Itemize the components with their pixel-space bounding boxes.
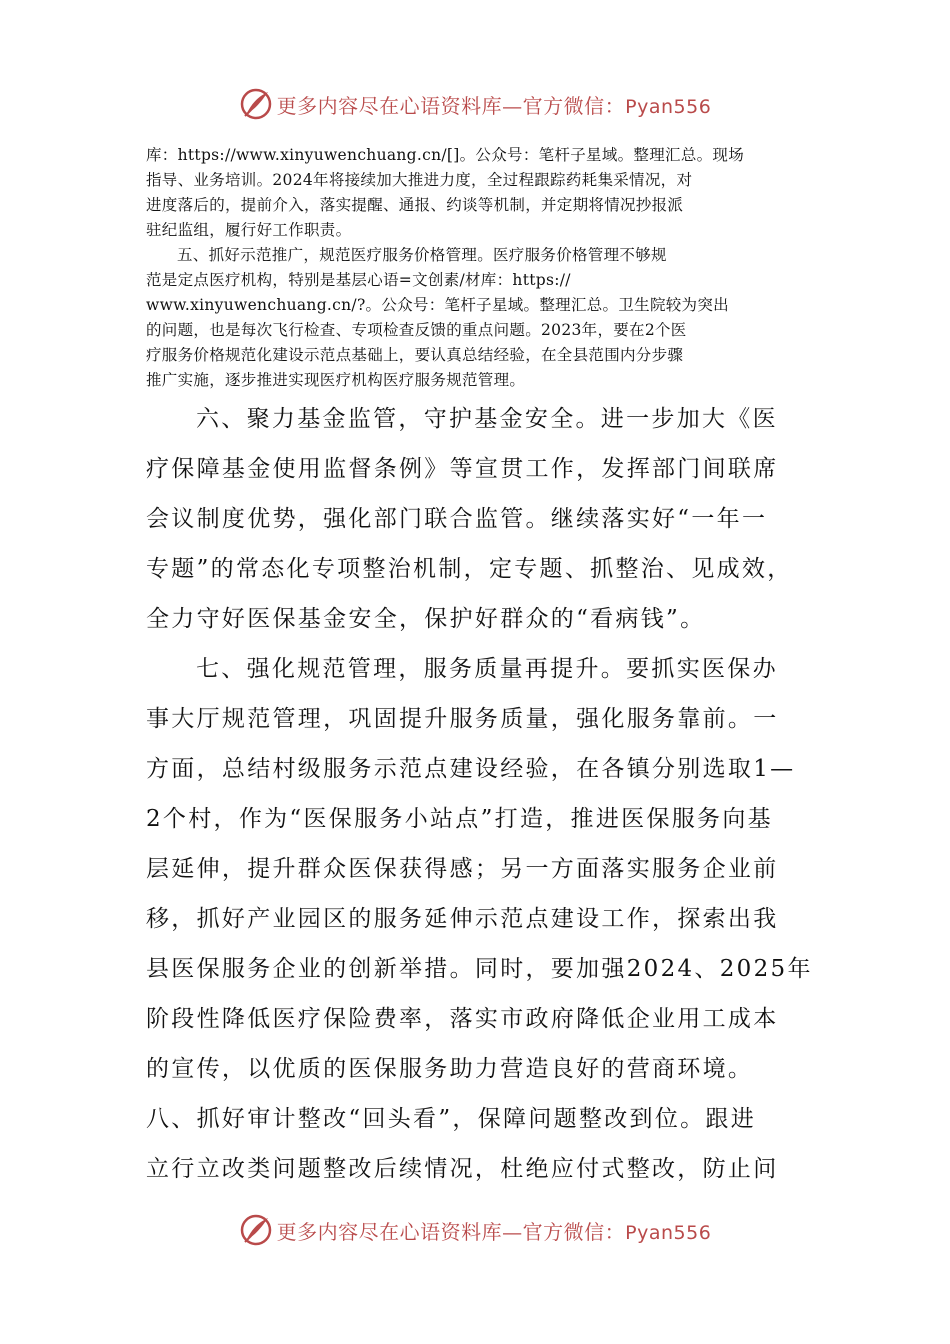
text-line: 库：https://www.xinyuwenchuang.cn/[]。公众号：笔杆子星域。整理汇总。现场: [146, 146, 745, 164]
text-line: 疗服务价格规范化建设示范点基础上，要认真总结经验，在全县范围内分步骤: [146, 346, 684, 364]
footer-banner: [0, 1210, 950, 1250]
paragraph-line: 六、聚力基金监管，守护基金安全。进一步加大《医: [196, 406, 778, 432]
paragraph-line: 层延伸，提升群众医保获得感；另一方面落实服务企业前: [146, 856, 779, 882]
banner-text: 更多内容尽在心语资料库—官方微信：Pyan556: [276, 1219, 712, 1244]
paragraph-line: 方面，总结村级服务示范点建设经验，在各镇分别选取1—: [146, 756, 796, 782]
main-text-block: [146, 394, 816, 1194]
small-text-block: [146, 143, 812, 393]
paragraph-line: 事大厅规范管理，巩固提升服务质量，强化服务靠前。一: [146, 706, 779, 732]
wechat-id: Pyan556: [625, 1221, 712, 1244]
paragraph-line: 全力守好医保基金安全，保护好群众的“看病钱”。: [146, 606, 706, 632]
paragraph-line: 的宣传，以优质的医保服务助力营造良好的营商环境。: [146, 1056, 754, 1082]
paragraph-line: 县医保服务企业的创新举措。同时，要加强2024、2025年: [146, 956, 813, 982]
paragraph-line: 立行立改类问题整改后续情况，杜绝应付式整改，防止问: [146, 1156, 779, 1182]
text-line: 的问题，也是每次飞行检查、专项检查反馈的重点问题。2023年，要在2个医: [146, 321, 687, 339]
text-line: 范是定点医疗机构，特别是基层心语=文创素/材库：https://: [146, 271, 571, 289]
text-line: 进度落后的，提前介入，落实提醒、通报、约谈等机制，并定期将情况抄报派: [146, 196, 684, 214]
paragraph-line: 八、抓好审计整改“回头看”，保障问题整改到位。跟进: [146, 1106, 757, 1132]
paragraph-line: 移，抓好产业园区的服务延伸示范点建设工作，探索出我: [146, 906, 779, 932]
paragraph-line: 会议制度优势，强化部门联合监管。继续落实好“一年一: [146, 506, 768, 532]
text-line: www.xinyuwenchuang.cn/?。公众号：笔杆子星域。整理汇总。卫生院较为突出: [146, 296, 729, 314]
text-line: 推广实施，逐步推进实现医疗机构医疗服务规范管理。: [146, 371, 526, 389]
paragraph-line: 疗保障基金使用监督条例》等宣贯工作，发挥部门间联席: [146, 456, 779, 482]
paragraph-line: 七、强化规范管理，服务质量再提升。要抓实医保办: [196, 656, 778, 682]
feather-pen-logo-icon: [239, 87, 273, 121]
text-line: 五、抓好示范推广，规范医疗服务价格管理。医疗服务价格管理不够规: [177, 246, 667, 264]
feather-pen-logo-icon: [239, 1213, 273, 1247]
text-line: 指导、业务培训。2024年将接续加大推进力度，全过程跟踪药耗集采情况，对: [146, 171, 693, 189]
paragraph-line: 2个村，作为“医保服务小站点”打造，推进医保服务向基: [146, 806, 773, 832]
banner-text: 更多内容尽在心语资料库—官方微信：Pyan556: [276, 93, 712, 118]
text-line: 驻纪监组，履行好工作职责。: [146, 221, 352, 239]
paragraph-line: 专题”的常态化专项整治机制，定专题、抓整治、见成效，: [146, 556, 793, 582]
wechat-id: Pyan556: [625, 95, 712, 118]
paragraph-line: 阶段性降低医疗保险费率，落实市政府降低企业用工成本: [146, 1006, 779, 1032]
header-banner: [0, 84, 950, 124]
